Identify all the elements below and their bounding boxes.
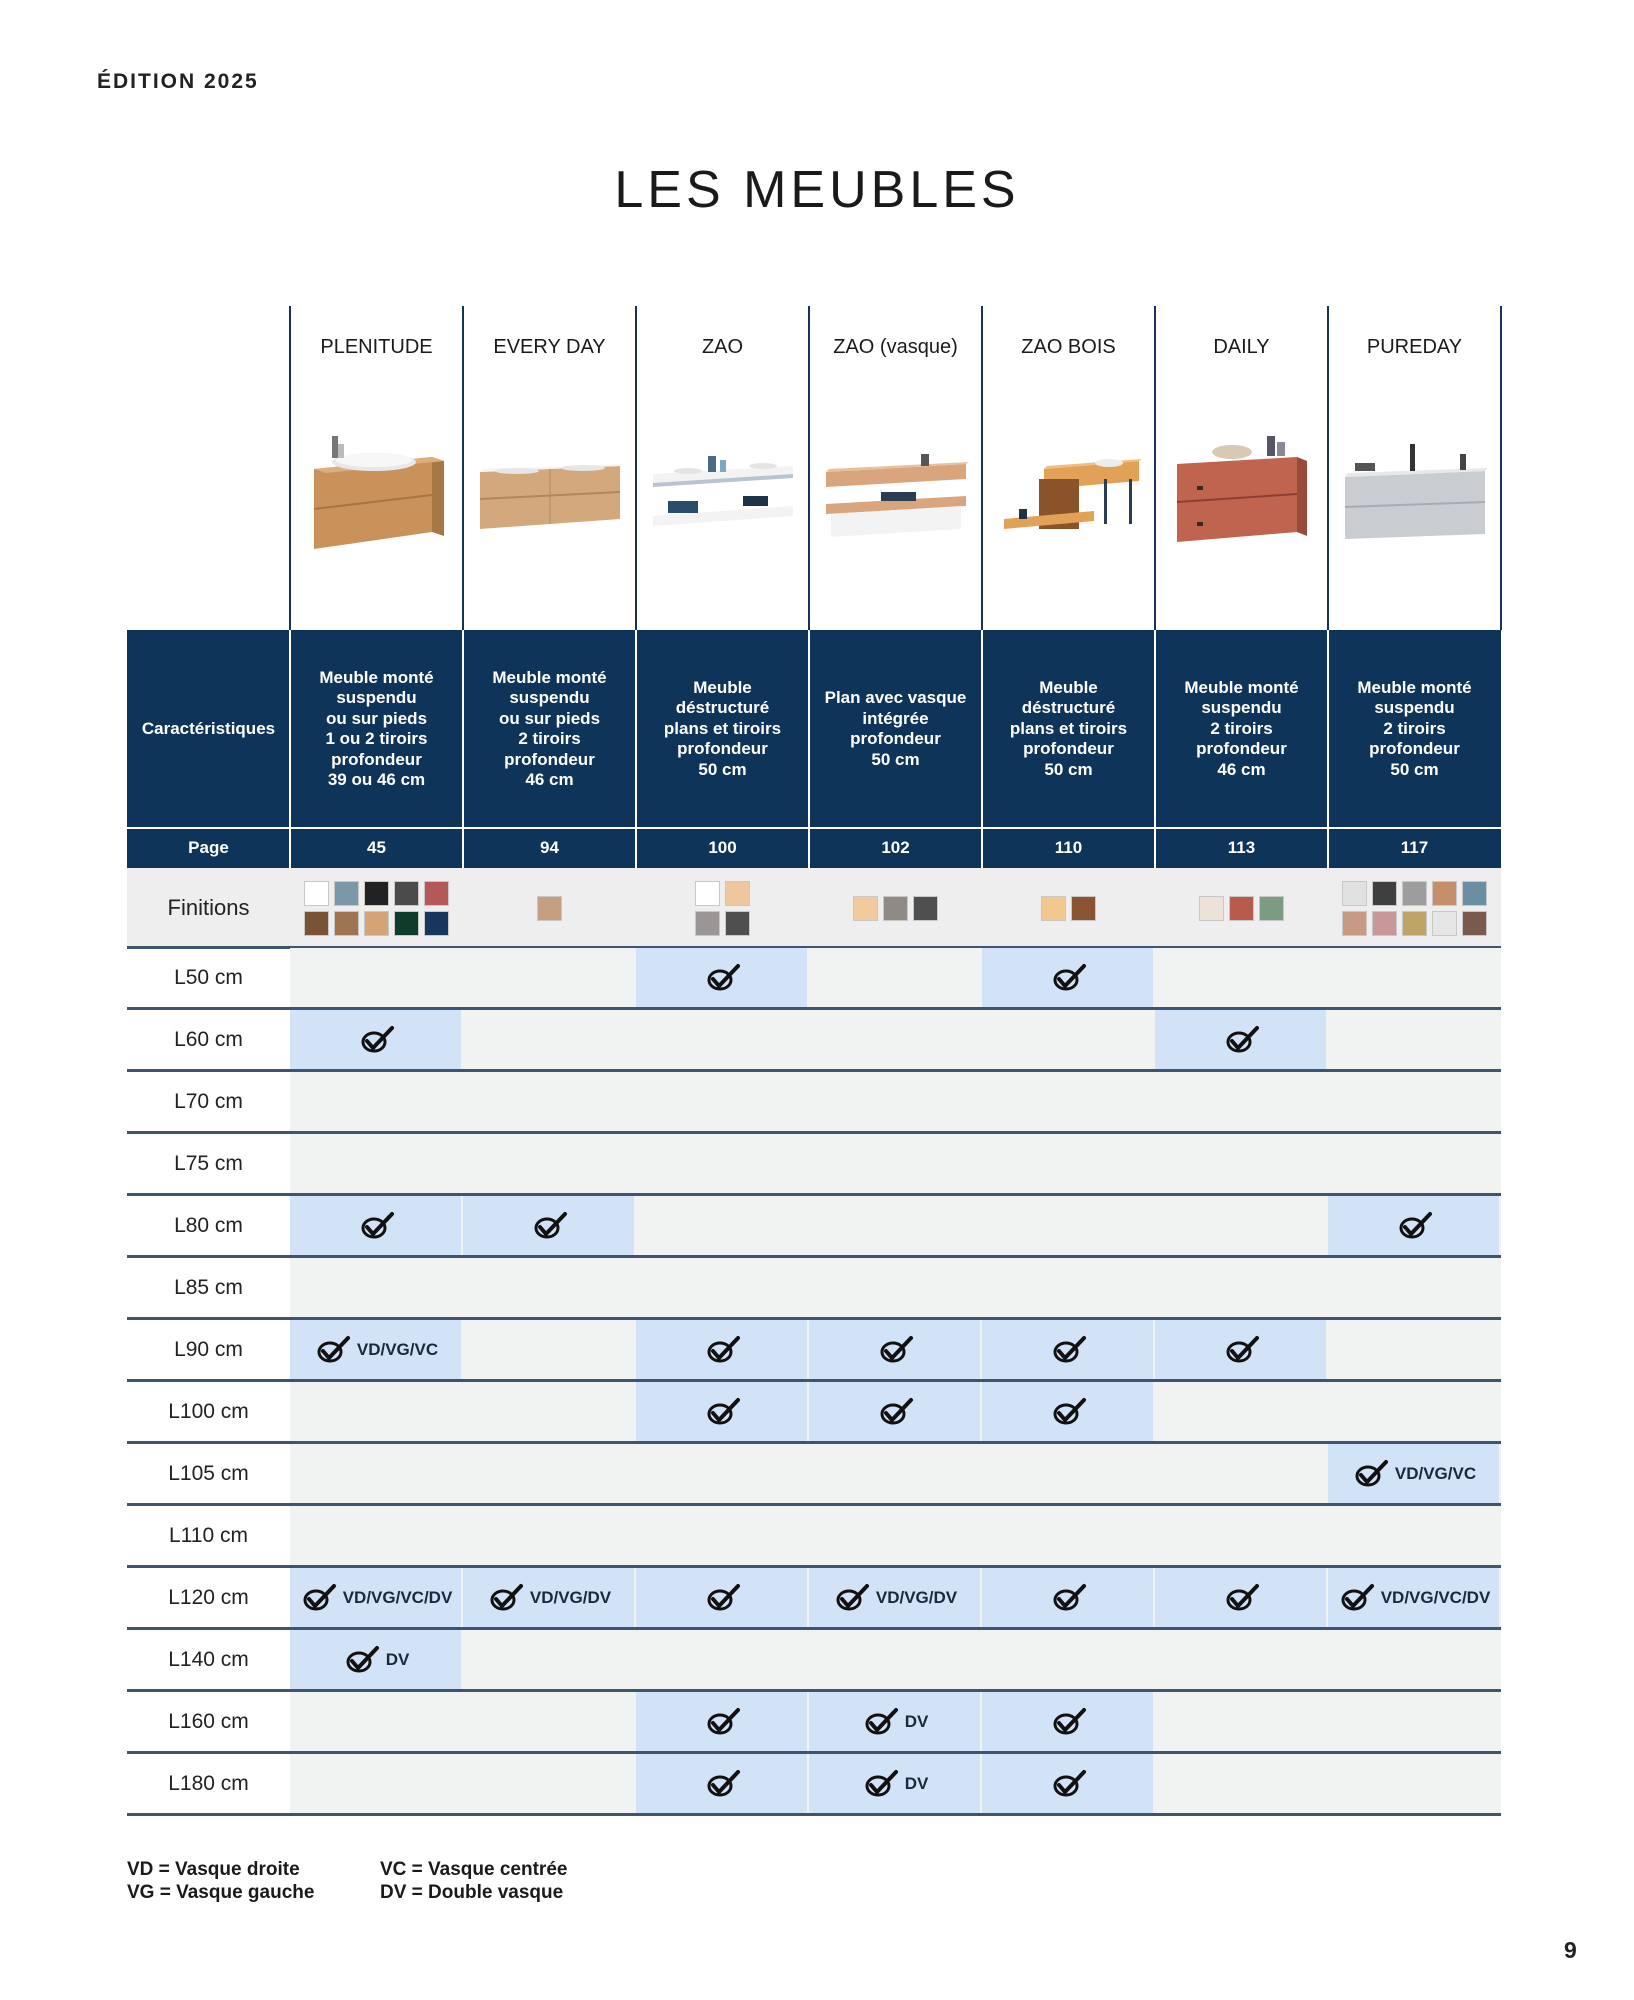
size-label: L105 cm [168, 1461, 249, 1485]
checkmark-icon [532, 1211, 568, 1241]
legend-col-2 [380, 1858, 567, 1904]
finish-swatch[interactable] [1342, 911, 1367, 936]
product-name-zao: ZAO [701, 336, 744, 358]
finish-swatches [1328, 868, 1501, 948]
product-page[interactable]: 110 [1054, 837, 1083, 857]
finish-swatch[interactable] [394, 911, 419, 936]
size-label: L90 cm [174, 1337, 243, 1361]
finish-swatch[interactable] [424, 911, 449, 936]
checkmark-icon [878, 1397, 914, 1427]
size-label: L70 cm [174, 1089, 243, 1113]
availability-cell[interactable] [809, 1692, 982, 1751]
availability-cell[interactable] [636, 1692, 809, 1751]
checkmark-icon [1051, 1583, 1087, 1613]
product-description: Meuble monté suspendu ou sur pieds 1 ou 2 tiroirs profondeur 39 ou 46 cm [319, 667, 434, 789]
availability-cell[interactable] [290, 1568, 463, 1627]
checkmark-icon [1224, 1335, 1260, 1365]
size-label: L140 cm [168, 1647, 249, 1671]
product-page[interactable]: 100 [708, 837, 737, 857]
size-row-background [290, 1630, 1501, 1689]
availability-cell[interactable] [809, 1568, 982, 1627]
finish-swatch[interactable] [1372, 911, 1397, 936]
finish-swatch[interactable] [304, 881, 329, 906]
product-page[interactable]: 113 [1227, 837, 1256, 857]
size-label: L110 cm [169, 1523, 248, 1547]
finish-swatch[interactable] [725, 881, 750, 906]
product-image-every-day [463, 424, 636, 574]
checkmark-icon [1397, 1211, 1433, 1241]
size-row-background [290, 1134, 1501, 1193]
checkmark-icon [705, 1583, 741, 1613]
finish-swatch[interactable] [1462, 911, 1487, 936]
availability-cell[interactable] [809, 1320, 982, 1379]
finish-swatches [290, 868, 463, 948]
finish-swatch[interactable] [364, 881, 389, 906]
availability-cell[interactable] [1155, 1320, 1328, 1379]
checkmark-icon [1224, 1583, 1260, 1613]
size-label: L180 cm [168, 1771, 249, 1795]
product-page[interactable]: 45 [367, 837, 386, 857]
availability-cell[interactable] [982, 1382, 1155, 1441]
product-image-pureday [1328, 424, 1501, 574]
product-image-plenitude [290, 424, 463, 574]
legend-dv: DV = Double vasque [380, 1882, 564, 1903]
product-page[interactable]: 117 [1400, 837, 1429, 857]
page-label: Page [188, 837, 229, 857]
finish-swatch[interactable] [1259, 896, 1284, 921]
finish-swatch[interactable] [695, 911, 720, 936]
product-name-plenitude: PLENITUDE [320, 336, 433, 358]
finish-swatches [1155, 868, 1328, 948]
size-label: L75 cm [174, 1151, 243, 1175]
product-description: Meuble monté suspendu 2 tiroirs profondeur 50 cm [1357, 677, 1472, 779]
sink-option: VD/VG/VC [356, 1339, 439, 1359]
product-description: Plan avec vasque intégrée profondeur 50 cm [824, 688, 967, 769]
availability-cell[interactable] [290, 1630, 463, 1689]
finish-swatch[interactable] [853, 896, 878, 921]
finish-swatch[interactable] [1342, 881, 1367, 906]
furniture-table [127, 306, 1507, 1826]
row-divider [127, 1813, 1501, 1816]
checkmark-icon [1224, 1025, 1260, 1055]
availability-cell[interactable] [1328, 1444, 1501, 1503]
availability-cell[interactable] [982, 1754, 1155, 1813]
size-label: L85 cm [174, 1275, 243, 1299]
availability-cell[interactable] [636, 948, 809, 1007]
checkmark-icon [359, 1025, 395, 1055]
page-number: 9 [1564, 1937, 1577, 1963]
checkmark-icon [315, 1335, 351, 1365]
finish-swatches [982, 868, 1155, 948]
product-description: Meuble déstructuré plans et tiroirs profondeur 50 cm [1009, 677, 1128, 779]
availability-cell[interactable] [636, 1568, 809, 1627]
finish-swatch[interactable] [1432, 881, 1457, 906]
finish-swatch[interactable] [1402, 911, 1427, 936]
finish-swatch[interactable] [1199, 896, 1224, 921]
finish-swatch[interactable] [725, 911, 750, 936]
availability-cell[interactable] [636, 1320, 809, 1379]
availability-cell[interactable] [1155, 1010, 1328, 1069]
characteristics-label: Caractéristiques [141, 718, 276, 738]
finish-swatch[interactable] [304, 911, 329, 936]
checkmark-icon [834, 1583, 870, 1613]
checkmark-icon [1051, 1335, 1087, 1365]
sink-option: VD/VG/VC [1394, 1463, 1477, 1483]
size-label: L160 cm [168, 1709, 249, 1733]
product-description: Meuble déstructuré plans et tiroirs profondeur 50 cm [663, 677, 782, 779]
size-row-background [290, 948, 1501, 1007]
product-name-zao-bois: ZAO BOIS [1021, 336, 1116, 358]
size-label: L100 cm [168, 1399, 249, 1423]
finish-swatch[interactable] [1229, 896, 1254, 921]
product-name-every-day: EVERY DAY [493, 336, 606, 358]
availability-cell[interactable] [982, 1320, 1155, 1379]
finish-swatch[interactable] [1402, 881, 1427, 906]
column-divider [1500, 306, 1502, 630]
page-title: LES MEUBLES [614, 161, 1020, 219]
product-image-zao-bois [982, 424, 1155, 574]
size-row-background [290, 1444, 1501, 1503]
finish-swatches [809, 868, 982, 948]
checkmark-icon [705, 1769, 741, 1799]
finish-swatch[interactable] [913, 896, 938, 921]
product-name-zao-vasque: ZAO (vasque) [833, 336, 958, 358]
finish-swatch[interactable] [334, 881, 359, 906]
sink-option: DV [904, 1773, 929, 1793]
finish-swatch[interactable] [1372, 881, 1397, 906]
finish-swatches [463, 868, 636, 948]
checkmark-icon [1353, 1459, 1389, 1489]
availability-cell[interactable] [290, 1010, 463, 1069]
product-name-daily: DAILY [1213, 336, 1270, 358]
finish-swatch[interactable] [364, 911, 389, 936]
availability-cell[interactable] [809, 1754, 982, 1813]
availability-cell[interactable] [290, 1320, 463, 1379]
checkmark-icon [705, 963, 741, 993]
product-description: Meuble monté suspendu ou sur pieds 2 tiroirs profondeur 46 cm [492, 667, 607, 789]
sink-option: VD/VG/DV [875, 1587, 958, 1607]
finish-swatch[interactable] [537, 896, 562, 921]
product-name-pureday: PUREDAY [1366, 336, 1463, 358]
checkmark-icon [1051, 963, 1087, 993]
size-label: L60 cm [174, 1027, 243, 1051]
size-row-background [290, 1072, 1501, 1131]
product-page[interactable]: 102 [881, 837, 910, 857]
product-description: Meuble monté suspendu 2 tiroirs profondeur 46 cm [1184, 677, 1299, 779]
availability-cell[interactable] [636, 1382, 809, 1441]
sink-option: DV [385, 1649, 410, 1669]
checkmark-icon [878, 1335, 914, 1365]
finish-swatch[interactable] [883, 896, 908, 921]
finish-swatch[interactable] [1071, 896, 1096, 921]
availability-cell[interactable] [1328, 1568, 1501, 1627]
finish-swatch[interactable] [334, 911, 359, 936]
size-label: L120 cm [168, 1585, 249, 1609]
legend-vc: VC = Vasque centrée [380, 1859, 568, 1880]
checkmark-icon [1051, 1707, 1087, 1737]
sink-option: DV [904, 1711, 929, 1731]
availability-cell[interactable] [809, 1382, 982, 1441]
availability-cell[interactable] [636, 1754, 809, 1813]
sink-option: VD/VG/DV [529, 1587, 612, 1607]
finishes-label: Finitions [167, 895, 250, 920]
checkmark-icon [359, 1211, 395, 1241]
availability-cell[interactable] [982, 1692, 1155, 1751]
finish-swatch[interactable] [394, 881, 419, 906]
legend-col-1 [127, 1858, 314, 1904]
checkmark-icon [705, 1397, 741, 1427]
checkmark-icon [863, 1769, 899, 1799]
legend-vd: VD = Vasque droite [127, 1859, 300, 1880]
size-label: L50 cm [174, 965, 243, 989]
product-image-zao [636, 424, 809, 574]
availability-cell[interactable] [290, 1196, 463, 1255]
checkmark-icon [863, 1707, 899, 1737]
product-page[interactable]: 94 [540, 837, 559, 857]
size-row-background [290, 1258, 1501, 1317]
checkmark-icon [1339, 1583, 1375, 1613]
availability-cell[interactable] [1155, 1568, 1328, 1627]
availability-cell[interactable] [463, 1568, 636, 1627]
legend-vg: VG = Vasque gauche [127, 1882, 315, 1903]
sink-option: VD/VG/VC/DV [1380, 1587, 1491, 1607]
availability-cell[interactable] [463, 1196, 636, 1255]
finish-swatch[interactable] [1462, 881, 1487, 906]
checkmark-icon [705, 1707, 741, 1737]
finish-swatch[interactable] [1432, 911, 1457, 936]
finish-swatch[interactable] [1041, 896, 1066, 921]
sink-option: VD/VG/VC/DV [342, 1587, 453, 1607]
finish-swatch[interactable] [695, 881, 720, 906]
availability-cell[interactable] [982, 948, 1155, 1007]
finish-swatches [636, 868, 809, 948]
checkmark-icon [1051, 1397, 1087, 1427]
checkmark-icon [488, 1583, 524, 1613]
availability-cell[interactable] [982, 1568, 1155, 1627]
checkmark-icon [705, 1335, 741, 1365]
finish-swatch[interactable] [424, 881, 449, 906]
checkmark-icon [344, 1645, 380, 1675]
checkmark-icon [301, 1583, 337, 1613]
product-image-daily [1155, 424, 1328, 574]
availability-cell[interactable] [1328, 1196, 1501, 1255]
product-image-zao-vasque [809, 424, 982, 574]
size-label: L80 cm [174, 1213, 243, 1237]
checkmark-icon [1051, 1769, 1087, 1799]
edition-label: ÉDITION 2025 [97, 70, 259, 93]
size-row-background [290, 1506, 1501, 1565]
